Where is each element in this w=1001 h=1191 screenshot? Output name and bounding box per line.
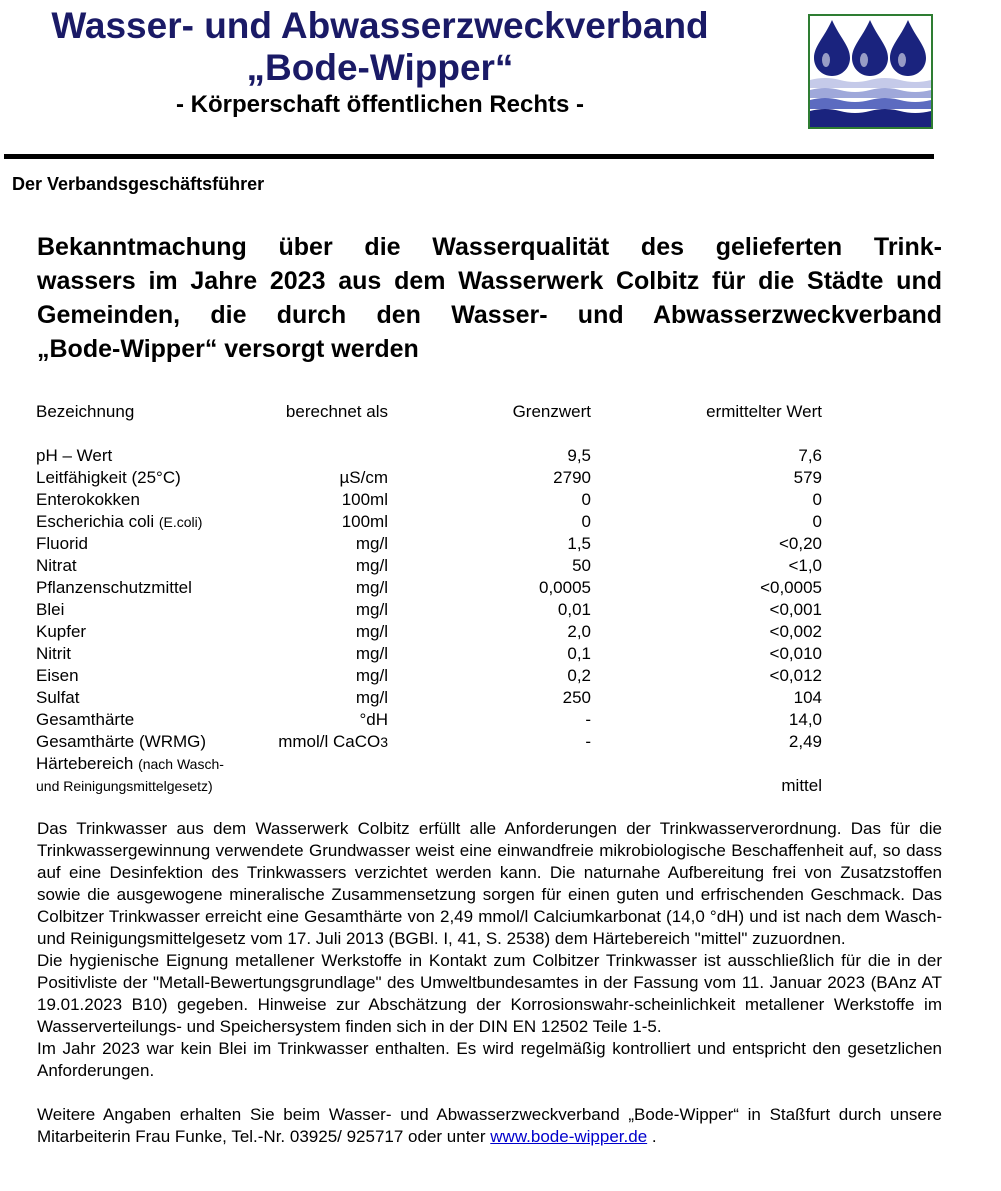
row-name (36, 512, 266, 534)
row-limit: 9,5 (567, 446, 591, 465)
headline-line: Bekanntmachung über die Wasserqualität des gelieferten Trink- (37, 233, 942, 261)
row-label: Nitrat (36, 556, 77, 575)
row-measured: 0 (812, 512, 822, 531)
table-body (36, 446, 822, 754)
row-name (36, 600, 266, 622)
table-row (36, 578, 822, 600)
row-measured: <0,001 (769, 600, 822, 619)
table-row (36, 468, 822, 490)
row-name (36, 688, 266, 710)
unit-text: mg/l (355, 556, 388, 575)
row-name (36, 644, 266, 666)
row-label: Escherichia coli (36, 512, 159, 531)
row-limit: 0 (581, 490, 591, 509)
table-row (36, 666, 822, 688)
row-limit: 50 (572, 556, 591, 575)
unit-text: µS/cm (339, 468, 388, 487)
row-unit (266, 468, 388, 490)
table-row (36, 622, 822, 644)
unit-subscript: 3 (380, 734, 388, 750)
row-unit (266, 688, 388, 710)
table-row (36, 556, 822, 578)
unit-text: mg/l (355, 600, 388, 619)
row-name (36, 666, 266, 688)
table-row (36, 710, 822, 732)
row-note: und Reinigungsmittelgesetz) (36, 778, 213, 794)
row-measured: mittel (781, 776, 822, 795)
unit-text: °dH (359, 710, 388, 729)
unit-text: mg/l (355, 644, 388, 663)
row-name (36, 622, 266, 644)
row-limit: 250 (562, 688, 591, 707)
table-row (36, 490, 822, 512)
department-label: Der Verbandsgeschäftsführer (12, 174, 265, 194)
paragraph: Im Jahr 2023 war kein Blei im Trinkwasser enthalten. Es wird regelmäßig kontrolliert und entspricht den gesetzlichen Anforderungen. (37, 1039, 942, 1080)
announcement-headline (37, 230, 942, 366)
paragraph: Die hygienische Eignung metallener Werkstoffe in Kontakt zum Colbitzer Trinkwasser ist ausschließlich für die in der Positivliste der "Metall-Bewertungsgrundlage" des Umweltbundesamtes in der Fassung vom 11. Januar 2023 (BAnz AT 19.01.2023 B10) gegeben. Hinweise zur Abschätzung der Korrosionswahr-scheinlichkeit metallener Werkstoffe im Wasserverteilungs- und Speichersystem finden sich in der DIN EN 12502 Teile 1-5. (37, 951, 942, 1036)
unit-text: mg/l (355, 622, 388, 641)
unit-text: 100ml (341, 512, 388, 531)
table-row (36, 688, 822, 710)
water-drops-logo-icon (810, 16, 931, 127)
unit-text: 100ml (341, 490, 388, 509)
row-unit (266, 534, 388, 556)
org-name-line2: „Bode-Wipper“ (246, 47, 514, 88)
header-measured: ermittelter Wert (706, 402, 822, 421)
row-name (36, 710, 266, 732)
row-name (36, 534, 266, 556)
row-name: Härtebereich (36, 754, 139, 773)
row-limit: 0,01 (557, 600, 591, 619)
headline-line: Gemeinden, die durch den Wasser- und Abwasserzweckverband (37, 301, 942, 329)
org-header (0, 4, 760, 122)
org-subtitle: - Körperschaft öffentlichen Rechts - (175, 91, 585, 118)
row-unit (266, 644, 388, 666)
row-label: Eisen (36, 666, 79, 685)
row-label: Sulfat (36, 688, 80, 707)
row-label: Nitrit (36, 644, 71, 663)
spacer (37, 1082, 942, 1104)
org-name-line1: Wasser- und Abwasserzweckverband (51, 5, 709, 46)
paragraph: Das Trinkwasser aus dem Wasserwerk Colbitz erfüllt alle Anforderungen der Trinkwasserverordnung. Das für die Trinkwassergewinnung verwendete Grundwasser weist eine einwandfreie mikrobiologische Beschaffenheit auf, so dass auf eine Desinfektion des Trinkwassers verzichtet werden kann. Die naturnahe Aufbereitung frei von Zusatzstoffen sowie die ausgewogene mineralische Zusammensetzung sorgen für einen guten und erfrischenden Geschmack. Das Colbitzer Trinkwasser erreicht eine Gesamthärte von 2,49 mmol/l Calciumkarbonat (14,0 °dH) und ist nach dem Wasch- und Reinigungsmittelgesetz vom 17. Juli 2013 (BGBl. I, 41, S. 2538) dem Härtebereich "mittel" zuzuordnen. (37, 819, 942, 948)
row-label: Enterokokken (36, 490, 140, 509)
row-unit (266, 666, 388, 688)
org-logo (808, 14, 933, 129)
website-link[interactable]: www.bode-wipper.de (490, 1127, 648, 1146)
unit-text: mmol/l CaCO (278, 732, 381, 751)
body-text (37, 818, 942, 1148)
table-row (36, 644, 822, 666)
row-name (36, 556, 266, 578)
row-limit: 1,5 (567, 534, 591, 553)
row-measured: 7,6 (798, 446, 822, 465)
table-header-row (36, 402, 822, 424)
table-row (36, 754, 822, 776)
row-measured: 0 (812, 490, 822, 509)
water-quality-table (36, 402, 822, 798)
row-measured: 2,49 (788, 732, 822, 751)
row-label: Fluorid (36, 534, 88, 553)
row-label: Kupfer (36, 622, 87, 641)
table-row (36, 446, 822, 468)
row-measured: <0,002 (769, 622, 822, 641)
unit-text: mg/l (355, 578, 388, 597)
row-unit (266, 578, 388, 600)
header-name: Bezeichnung (36, 402, 135, 421)
row-measured: 579 (793, 468, 822, 487)
row-limit: 0,0005 (539, 578, 591, 597)
table-row (36, 512, 822, 534)
row-limit: 0,2 (567, 666, 591, 685)
row-limit: 0 (581, 512, 591, 531)
headline-line: wassers im Jahre 2023 aus dem Wasserwerk Colbitz für die Städte und (37, 267, 942, 295)
row-label: Gesamthärte (WRMG) (36, 732, 207, 751)
row-unit (266, 622, 388, 644)
contact-end: . (647, 1127, 657, 1146)
row-measured: <0,0005 (760, 578, 822, 597)
unit-text: mg/l (355, 666, 388, 685)
row-unit (266, 710, 388, 732)
row-measured: <0,012 (769, 666, 822, 685)
row-unit (266, 732, 388, 754)
row-measured: <1,0 (788, 556, 822, 575)
row-limit: 0,1 (567, 644, 591, 663)
row-measured: 14,0 (788, 710, 822, 729)
row-name (36, 468, 266, 490)
row-name (36, 446, 266, 468)
row-name (36, 578, 266, 600)
row-label: Pflanzenschutzmittel (36, 578, 192, 597)
row-unit (266, 600, 388, 622)
contact-paragraph (37, 1104, 942, 1148)
table-row (36, 732, 822, 754)
header-unit: berechnet als (285, 402, 388, 421)
row-measured: <0,010 (769, 644, 822, 663)
contact-text: Weitere Angaben erhalten Sie beim Wasser- und Abwasserzweckverband „Bode-Wipper“ in Staßfurt durch unsere Mitarbeiterin Frau Funke, Tel.-Nr. 03925/ 925717 oder unter (37, 1105, 942, 1146)
row-limit: 2790 (553, 468, 591, 487)
row-unit (266, 446, 388, 468)
table-row (36, 534, 822, 556)
row-measured: <0,20 (778, 534, 822, 553)
row-note: (E.coli) (158, 514, 203, 530)
row-label: pH – Wert (36, 446, 113, 465)
table-row (36, 776, 822, 798)
row-name (36, 732, 266, 754)
row-limit: 2,0 (567, 622, 591, 641)
row-limit: - (585, 732, 591, 751)
row-unit (266, 490, 388, 512)
row-unit (266, 512, 388, 534)
unit-text: mg/l (355, 688, 388, 707)
row-label: Blei (36, 600, 65, 619)
table-row (36, 600, 822, 622)
headline-line: „Bode-Wipper“ versorgt werden (37, 335, 419, 363)
row-label: Gesamthärte (36, 710, 135, 729)
row-label: Leitfähigkeit (25°C) (36, 468, 181, 487)
row-limit: - (585, 710, 591, 729)
header-divider (4, 154, 934, 159)
row-measured: 104 (793, 688, 822, 707)
spacer (36, 424, 822, 446)
header-limit: Grenzwert (512, 402, 591, 421)
row-note: (nach Wasch- (138, 756, 224, 772)
row-name (36, 490, 266, 512)
unit-text: mg/l (355, 534, 388, 553)
row-unit (266, 556, 388, 578)
